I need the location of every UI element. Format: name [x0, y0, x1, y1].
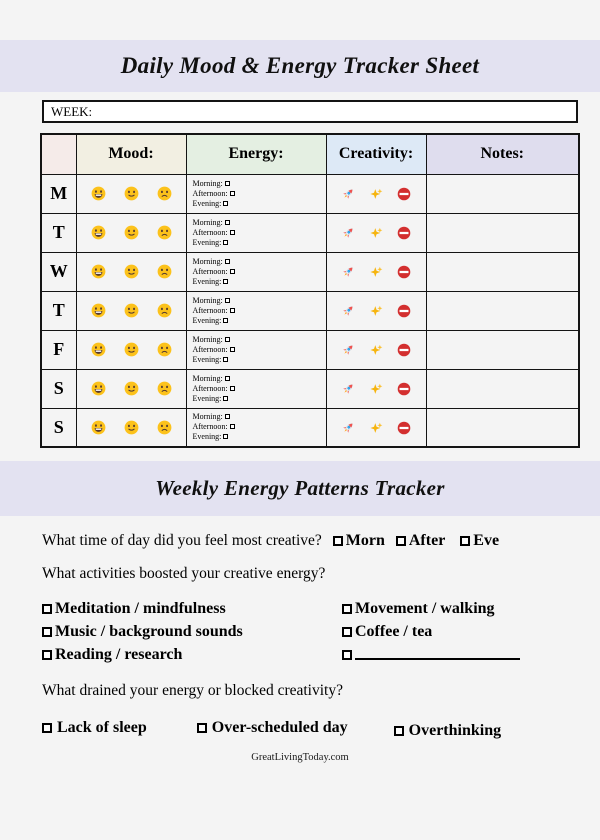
energy-checkbox[interactable] [230, 230, 235, 235]
energy-slot [193, 257, 326, 267]
rocket-icon [341, 343, 355, 357]
sparkles-icon [369, 343, 383, 357]
table-row [41, 408, 579, 447]
checkbox-option [42, 643, 342, 666]
rocket-icon [341, 265, 355, 279]
energy-slot [193, 218, 326, 228]
energy-slot [193, 277, 326, 287]
rocket-icon [341, 421, 355, 435]
energy-slot [193, 296, 326, 306]
option-label: Movement / walking [355, 600, 495, 617]
energy-slot-label: Evening: [192, 276, 222, 286]
checkbox-option [197, 719, 348, 736]
table-row [41, 213, 579, 252]
creativity-cell [326, 174, 426, 213]
energy-slot-label: Morning: [192, 373, 223, 383]
checkbox[interactable] [396, 536, 406, 546]
energy-slot-label: Afternoon: [192, 383, 228, 393]
energy-slot-label: Morning: [192, 295, 223, 305]
energy-checkbox[interactable] [223, 201, 228, 206]
mood-cell [76, 252, 186, 291]
frowning-face-icon [157, 225, 172, 240]
day-label: W [41, 252, 76, 291]
creativity-cell [326, 252, 426, 291]
weekly-title-banner [0, 461, 600, 516]
table-header-row [41, 134, 579, 174]
notes-cell[interactable] [426, 330, 579, 369]
sparkles-icon [369, 421, 383, 435]
energy-checkbox[interactable] [225, 376, 230, 381]
checkbox[interactable] [42, 627, 52, 637]
checkbox-option [342, 620, 578, 643]
energy-slot [193, 199, 326, 209]
slightly-smiling-face-icon [124, 420, 139, 435]
energy-slot [193, 422, 326, 432]
energy-slot [193, 335, 326, 345]
sparkles-icon [369, 265, 383, 279]
energy-slot-label: Evening: [192, 354, 222, 364]
energy-slot-label: Afternoon: [192, 422, 228, 432]
header-mood: Mood: [76, 134, 186, 174]
energy-slot-label: Evening: [192, 198, 222, 208]
rocket-icon [341, 382, 355, 396]
option-label: Coffee / tea [355, 623, 433, 640]
checkbox-option [42, 597, 342, 620]
slightly-smiling-face-icon [124, 381, 139, 396]
checkbox[interactable] [42, 723, 52, 733]
header-creativity: Creativity: [326, 134, 426, 174]
day-label: T [41, 213, 76, 252]
energy-cell [186, 408, 326, 447]
energy-slot-label: Evening: [192, 432, 222, 442]
energy-slot [193, 238, 326, 248]
slightly-smiling-face-icon [124, 264, 139, 279]
no-entry-icon [397, 343, 411, 357]
energy-slot [193, 384, 326, 394]
notes-cell[interactable] [426, 213, 579, 252]
notes-cell[interactable] [426, 252, 579, 291]
sparkles-icon [369, 187, 383, 201]
notes-cell[interactable] [426, 291, 579, 330]
table-row [41, 291, 579, 330]
notes-cell[interactable] [426, 369, 579, 408]
option-label: Over-scheduled day [211, 719, 348, 736]
no-entry-icon [397, 226, 411, 240]
energy-cell [186, 174, 326, 213]
energy-cell [186, 291, 326, 330]
energy-checkbox[interactable] [225, 220, 230, 225]
frowning-face-icon [157, 264, 172, 279]
mood-cell [76, 408, 186, 447]
energy-cell [186, 252, 326, 291]
no-entry-icon [397, 187, 411, 201]
weekly-questions [42, 530, 578, 737]
table-row [41, 330, 579, 369]
energy-slot [193, 267, 326, 277]
creativity-cell [326, 369, 426, 408]
checkbox[interactable] [342, 650, 352, 660]
sheet-title-banner [0, 40, 600, 92]
checkbox[interactable] [342, 627, 352, 637]
energy-checkbox[interactable] [225, 337, 230, 342]
frowning-face-icon [157, 420, 172, 435]
checkbox-option [42, 719, 147, 736]
checkbox-option [394, 722, 501, 739]
energy-slot [193, 355, 326, 365]
energy-checkbox[interactable] [225, 259, 230, 264]
grinning-face-icon [91, 381, 106, 396]
energy-cell [186, 369, 326, 408]
no-entry-icon [397, 382, 411, 396]
checkbox[interactable] [394, 726, 404, 736]
day-label: S [41, 369, 76, 408]
checkbox[interactable] [42, 604, 52, 614]
grinning-face-icon [91, 264, 106, 279]
energy-checkbox[interactable] [223, 396, 228, 401]
creativity-cell [326, 291, 426, 330]
rocket-icon [341, 226, 355, 240]
checkbox-option [396, 532, 445, 549]
option-label: Lack of sleep [57, 719, 147, 736]
frowning-face-icon [157, 342, 172, 357]
energy-checkbox[interactable] [225, 181, 230, 186]
energy-slot [193, 228, 326, 238]
checkbox-option [342, 597, 578, 620]
boost-options-list [42, 597, 578, 666]
checkbox[interactable] [42, 650, 52, 660]
frowning-face-icon [157, 186, 172, 201]
table-row [41, 174, 579, 213]
grinning-face-icon [91, 303, 106, 318]
energy-slot-label: Morning: [192, 217, 223, 227]
energy-slot-label: Morning: [192, 256, 223, 266]
tracker-sheet [0, 40, 600, 840]
slightly-smiling-face-icon [124, 342, 139, 357]
notes-cell[interactable] [426, 408, 579, 447]
energy-slot [193, 345, 326, 355]
checkbox[interactable] [460, 536, 470, 546]
week-label: WEEK: [51, 103, 93, 119]
energy-checkbox[interactable] [225, 414, 230, 419]
checkbox[interactable] [342, 604, 352, 614]
energy-slot-label: Evening: [192, 393, 222, 403]
option-label: Reading / research [55, 646, 183, 663]
question-time-text: What time of day did you feel most creative? [42, 532, 322, 549]
checkbox[interactable] [333, 536, 343, 546]
mood-cell [76, 369, 186, 408]
week-field[interactable] [42, 100, 578, 123]
checkbox-option [333, 532, 385, 549]
energy-slot [193, 316, 326, 326]
rocket-icon [341, 304, 355, 318]
option-label: Overthinking [408, 722, 502, 739]
footer-site: GreatLivingToday.com [251, 752, 349, 763]
mood-cell [76, 213, 186, 252]
slightly-smiling-face-icon [124, 186, 139, 201]
tracker-table [40, 133, 580, 448]
day-label: T [41, 291, 76, 330]
header-energy: Energy: [186, 134, 326, 174]
grinning-face-icon [91, 225, 106, 240]
frowning-face-icon [157, 381, 172, 396]
energy-checkbox[interactable] [225, 298, 230, 303]
no-entry-icon [397, 421, 411, 435]
drain-options-list [42, 719, 578, 737]
energy-checkbox[interactable] [223, 318, 228, 323]
page-title: Daily Mood & Energy Tracker Sheet [120, 53, 480, 78]
mood-cell [76, 174, 186, 213]
checkbox-option [460, 532, 499, 549]
creativity-cell [326, 213, 426, 252]
question-time [42, 530, 578, 552]
energy-slot [193, 189, 326, 199]
header-notes: Notes: [426, 134, 579, 174]
option-label: Music / background sounds [55, 623, 243, 640]
weekly-section-title: Weekly Energy Patterns Tracker [155, 476, 445, 500]
energy-cell [186, 330, 326, 369]
creativity-cell [326, 408, 426, 447]
energy-slot [193, 394, 326, 404]
no-entry-icon [397, 304, 411, 318]
energy-slot-label: Morning: [192, 334, 223, 344]
day-label: M [41, 174, 76, 213]
sparkles-icon [369, 382, 383, 396]
energy-checkbox[interactable] [230, 386, 235, 391]
energy-checkbox[interactable] [223, 434, 228, 439]
mood-cell [76, 330, 186, 369]
checkbox[interactable] [197, 723, 207, 733]
energy-slot-label: Evening: [192, 237, 222, 247]
question-boost: What activities boosted your creative energy? [42, 565, 326, 582]
energy-checkbox[interactable] [230, 424, 235, 429]
energy-slot-label: Evening: [192, 315, 222, 325]
energy-checkbox[interactable] [223, 279, 228, 284]
energy-checkbox[interactable] [223, 240, 228, 245]
energy-checkbox[interactable] [230, 191, 235, 196]
mood-cell [76, 291, 186, 330]
option-label: After [408, 532, 446, 549]
grinning-face-icon [91, 186, 106, 201]
energy-checkbox[interactable] [223, 357, 228, 362]
sparkles-icon [369, 304, 383, 318]
energy-cell [186, 213, 326, 252]
write-in-line[interactable] [355, 648, 520, 660]
sparkles-icon [369, 226, 383, 240]
day-label: F [41, 330, 76, 369]
energy-slot-label: Afternoon: [192, 188, 228, 198]
notes-cell[interactable] [426, 174, 579, 213]
creativity-cell [326, 330, 426, 369]
grinning-face-icon [91, 420, 106, 435]
option-label: Meditation / mindfulness [55, 600, 226, 617]
option-label: Morn [345, 532, 385, 549]
grinning-face-icon [91, 342, 106, 357]
energy-checkbox[interactable] [230, 269, 235, 274]
rocket-icon [341, 187, 355, 201]
no-entry-icon [397, 265, 411, 279]
energy-slot [193, 374, 326, 384]
slightly-smiling-face-icon [124, 225, 139, 240]
energy-slot-label: Afternoon: [192, 344, 228, 354]
energy-checkbox[interactable] [230, 347, 235, 352]
energy-slot [193, 306, 326, 316]
option-label: Eve [473, 532, 500, 549]
energy-slot-label: Afternoon: [192, 266, 228, 276]
energy-slot-label: Morning: [192, 178, 223, 188]
checkbox-option [342, 643, 578, 666]
energy-slot-label: Morning: [192, 412, 223, 422]
energy-slot [193, 179, 326, 189]
header-day [41, 134, 76, 174]
day-label: S [41, 408, 76, 447]
checkbox-option [42, 620, 342, 643]
energy-slot [193, 432, 326, 442]
energy-slot [193, 412, 326, 422]
table-row [41, 252, 579, 291]
question-drain: What drained your energy or blocked creativity? [42, 682, 343, 699]
energy-checkbox[interactable] [230, 308, 235, 313]
frowning-face-icon [157, 303, 172, 318]
slightly-smiling-face-icon [124, 303, 139, 318]
table-row [41, 369, 579, 408]
energy-slot-label: Afternoon: [192, 227, 228, 237]
energy-slot-label: Afternoon: [192, 305, 228, 315]
